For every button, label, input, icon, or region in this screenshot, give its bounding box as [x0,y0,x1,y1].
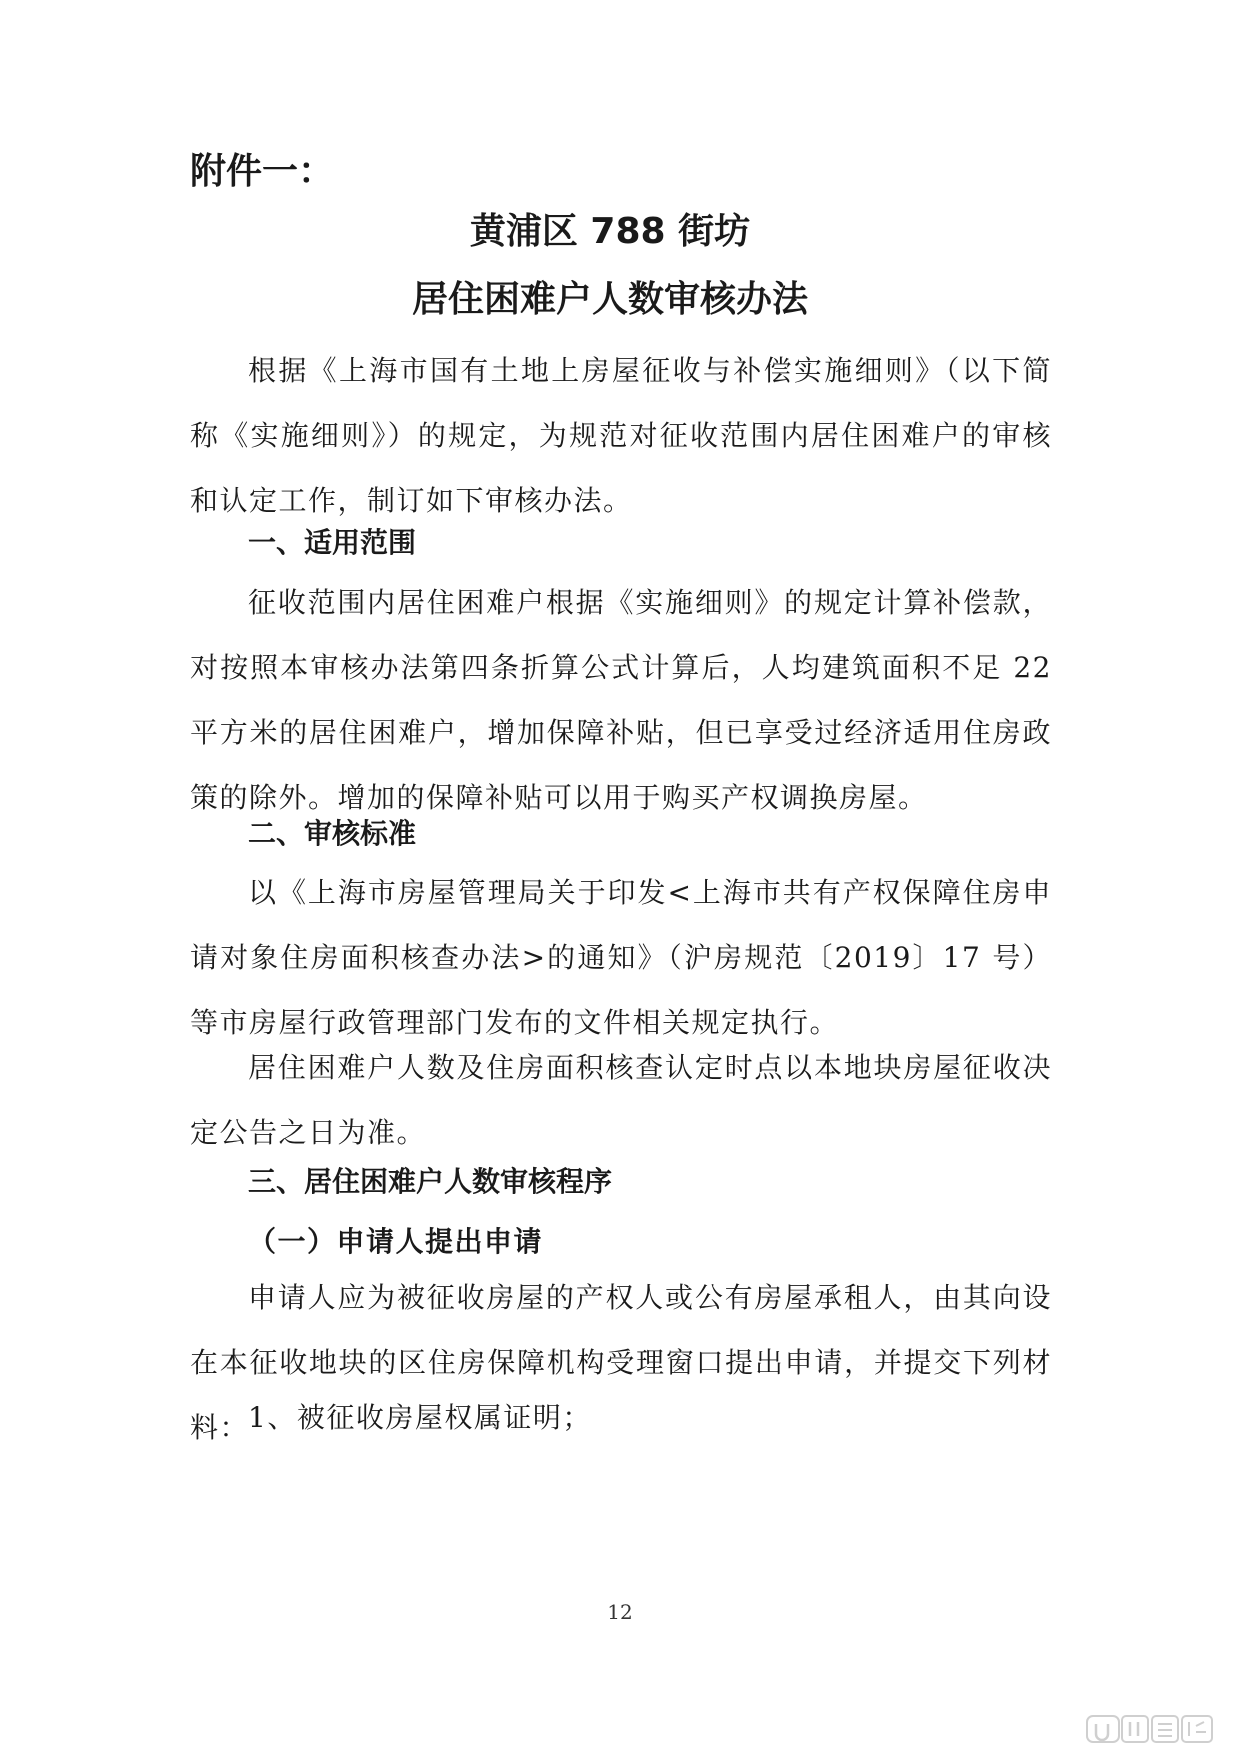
materials-list-item-1: 1、被征收房屋权属证明； [248,1401,592,1434]
page-number: 12 [607,1600,633,1624]
section-2-paragraph-2: 居住困难户人数及住房面积核查认定时点以本地块房屋征收决定公告之日为准。 [190,1051,1052,1149]
document-title-line2: 居住困难户人数审核办法 [411,279,808,320]
section-3-heading: 三、居住困难户人数审核程序 [248,1165,613,1198]
section-2-heading: 二、审核标准 [248,817,417,850]
platform-watermark-icon [1086,1712,1216,1746]
section-1-heading: 一、适用范围 [248,526,417,559]
document-title-line1: 黄浦区 788 街坊 [469,211,751,252]
section-3-paragraph: 申请人应为被征收房屋的产权人或公有房屋承租人，由其向设在本征收地块的区住房保障机构受理窗口提出申请，并提交下列材料： [190,1281,1052,1444]
section-2-paragraph-1: 以《上海市房屋管理局关于印发<上海市共有产权保障住房申请对象住房面积核查办法>的通知》（沪房规范〔2019〕17 号）等市房屋行政管理部门发布的文件相关规定执行。 [190,876,1052,1039]
section-1-paragraph: 征收范围内居住困难户根据《实施细则》的规定计算补偿款，对按照本审核办法第四条折算公式计算后，人均建筑面积不足 22 平方米的居住困难户，增加保障补贴，但已享受过经济适用住房政策的除外。增加的保障补贴可以用于购买产权调换房屋。 [190,586,1052,814]
intro-paragraph: 根据《上海市国有土地上房屋征收与补偿实施细则》（以下简称《实施细则》）的规定，为规范对征收范围内居住困难户的审核和认定工作，制订如下审核办法。 [190,354,1052,517]
section-3-subheading: （一）申请人提出申请 [248,1225,544,1258]
attachment-label: 附件一： [190,151,335,192]
